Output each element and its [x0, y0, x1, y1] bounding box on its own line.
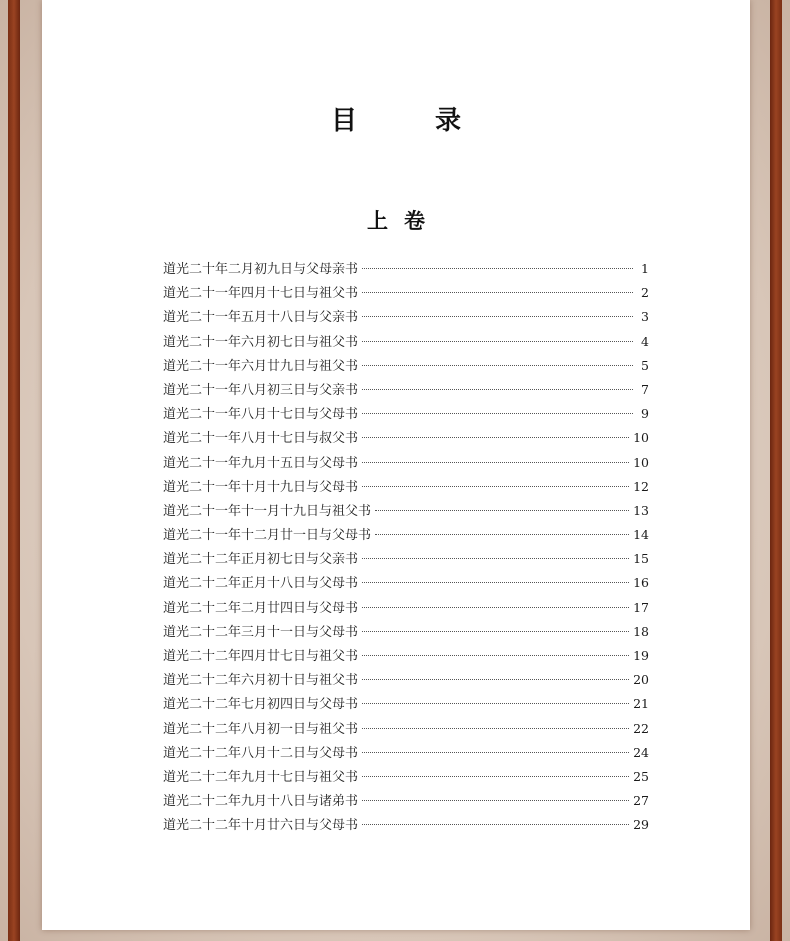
toc-entry[interactable] — [163, 572, 649, 596]
toc-entry-title: 道光二十一年十一月十九日与祖父书 — [163, 503, 372, 519]
toc-entry-page-number: 27 — [633, 793, 649, 809]
toc-entry-title: 道光二十一年九月十五日与父母书 — [163, 455, 359, 471]
toc-entry-page-number: 4 — [641, 333, 649, 349]
toc-entry[interactable] — [163, 718, 649, 742]
toc-dot-leader — [362, 558, 629, 559]
right-border-band — [770, 0, 782, 941]
page-title: 目 录 — [330, 106, 487, 136]
toc-entry[interactable] — [163, 403, 649, 427]
toc-entry[interactable] — [163, 814, 649, 838]
toc-entry-page-number: 15 — [633, 551, 649, 567]
toc-dot-leader — [362, 437, 629, 438]
toc-entry[interactable] — [163, 669, 649, 693]
toc-entry-page-number: 12 — [633, 478, 649, 494]
toc-entry-title: 道光二十一年五月十八日与父亲书 — [163, 310, 359, 326]
toc-dot-leader — [362, 486, 629, 487]
table-of-contents — [163, 258, 649, 839]
toc-entry-title: 道光二十一年四月十七日与祖父书 — [163, 286, 359, 302]
section-heading: 上卷 — [367, 208, 441, 233]
toc-dot-leader — [362, 316, 633, 317]
toc-dot-leader — [362, 607, 629, 608]
toc-dot-leader — [362, 631, 629, 632]
toc-dot-leader — [362, 752, 629, 753]
toc-dot-leader — [362, 413, 633, 414]
toc-dot-leader — [362, 365, 633, 366]
toc-dot-leader — [362, 703, 629, 704]
toc-entry-page-number: 19 — [633, 648, 649, 663]
toc-dot-leader — [362, 341, 633, 342]
toc-entry-title: 道光二十二年四月廿七日与祖父书 — [163, 649, 359, 664]
toc-entry-page-number: 25 — [633, 768, 649, 784]
toc-entry-page-number: 24 — [633, 744, 649, 760]
toc-entry-page-number: 29 — [633, 817, 649, 833]
toc-entry-title: 道光二十二年正月初七日与父亲书 — [163, 552, 359, 568]
toc-entry-title: 道光二十一年八月初三日与父亲书 — [163, 382, 359, 398]
toc-dot-leader — [362, 268, 633, 269]
toc-dot-leader — [362, 462, 629, 463]
toc-entry[interactable] — [163, 693, 649, 717]
toc-entry-page-number: 9 — [641, 406, 649, 422]
toc-entry-page-number: 18 — [633, 623, 649, 639]
toc-entry-title: 道光二十一年八月十七日与叔父书 — [163, 431, 359, 447]
toc-entry[interactable] — [163, 379, 649, 403]
toc-entry-title: 道光二十二年七月初四日与父母书 — [163, 697, 359, 713]
toc-entry[interactable] — [163, 306, 649, 330]
toc-entry[interactable] — [163, 452, 649, 476]
toc-entry[interactable] — [163, 597, 649, 621]
toc-entry[interactable] — [163, 621, 649, 645]
toc-entry[interactable] — [163, 524, 649, 548]
toc-entry[interactable] — [163, 645, 649, 669]
toc-entry-page-number: 20 — [633, 672, 649, 688]
toc-entry[interactable] — [163, 500, 649, 524]
toc-dot-leader — [362, 728, 629, 729]
toc-entry-title: 道光二十一年十月十九日与父母书 — [163, 479, 359, 495]
toc-entry[interactable] — [163, 766, 649, 790]
toc-entry[interactable] — [163, 476, 649, 500]
toc-entry-title: 道光二十一年十二月廿一日与父母书 — [163, 528, 372, 544]
toc-entry-title: 道光二十一年六月初七日与祖父书 — [163, 334, 359, 350]
toc-entry[interactable] — [163, 548, 649, 572]
toc-entry-title: 道光二十二年八月十二日与父母书 — [163, 745, 359, 761]
toc-entry[interactable] — [163, 258, 649, 282]
toc-dot-leader — [362, 776, 629, 777]
toc-entry-page-number: 17 — [633, 599, 649, 615]
toc-entry-title: 道光二十二年六月初十日与祖父书 — [163, 673, 359, 689]
toc-dot-leader — [362, 582, 629, 583]
toc-dot-leader — [362, 679, 629, 680]
toc-dot-leader — [375, 510, 629, 511]
toc-entry[interactable] — [163, 331, 649, 355]
toc-entry-page-number: 3 — [641, 309, 649, 325]
toc-entry-title: 道光二十二年九月十八日与诸弟书 — [163, 794, 359, 810]
toc-entry-page-number: 22 — [633, 720, 649, 736]
toc-entry-title: 道光二十二年九月十七日与祖父书 — [163, 769, 359, 785]
toc-entry-page-number: 10 — [633, 454, 649, 470]
toc-dot-leader — [362, 824, 629, 825]
toc-entry-page-number: 5 — [641, 357, 649, 373]
toc-dot-leader — [362, 655, 629, 656]
toc-entry-page-number: 13 — [633, 502, 649, 518]
toc-entry-title: 道光二十二年正月十八日与父母书 — [163, 576, 359, 592]
toc-entry[interactable] — [163, 742, 649, 766]
toc-entry[interactable] — [163, 282, 649, 306]
toc-entry-title: 道光二十一年六月廿九日与祖父书 — [163, 358, 359, 374]
toc-entry-page-number: 21 — [633, 696, 649, 712]
toc-entry-title: 道光二十一年八月十七日与父母书 — [163, 407, 359, 423]
toc-dot-leader — [362, 292, 633, 293]
toc-dot-leader — [362, 800, 629, 801]
toc-entry-page-number: 1 — [641, 261, 649, 276]
toc-entry-page-number: 7 — [641, 381, 649, 397]
toc-dot-leader — [362, 389, 633, 390]
toc-entry-title: 道光二十二年八月初一日与祖父书 — [163, 721, 359, 737]
toc-dot-leader — [375, 534, 629, 535]
toc-entry-title: 道光二十年二月初九日与父母亲书 — [163, 262, 359, 277]
toc-entry-page-number: 16 — [633, 575, 649, 591]
toc-entry-title: 道光二十二年十月廿六日与父母书 — [163, 818, 359, 834]
toc-entry-page-number: 10 — [633, 430, 649, 446]
toc-entry-page-number: 14 — [633, 527, 649, 543]
toc-entry-title: 道光二十二年二月廿四日与父母书 — [163, 600, 359, 616]
book-page — [42, 0, 750, 930]
toc-entry-title: 道光二十二年三月十一日与父母书 — [163, 624, 359, 640]
left-border-band — [8, 0, 20, 941]
toc-entry-page-number: 2 — [641, 285, 649, 301]
toc-entry[interactable] — [163, 355, 649, 379]
toc-entry[interactable] — [163, 790, 649, 814]
toc-entry[interactable] — [163, 427, 649, 451]
